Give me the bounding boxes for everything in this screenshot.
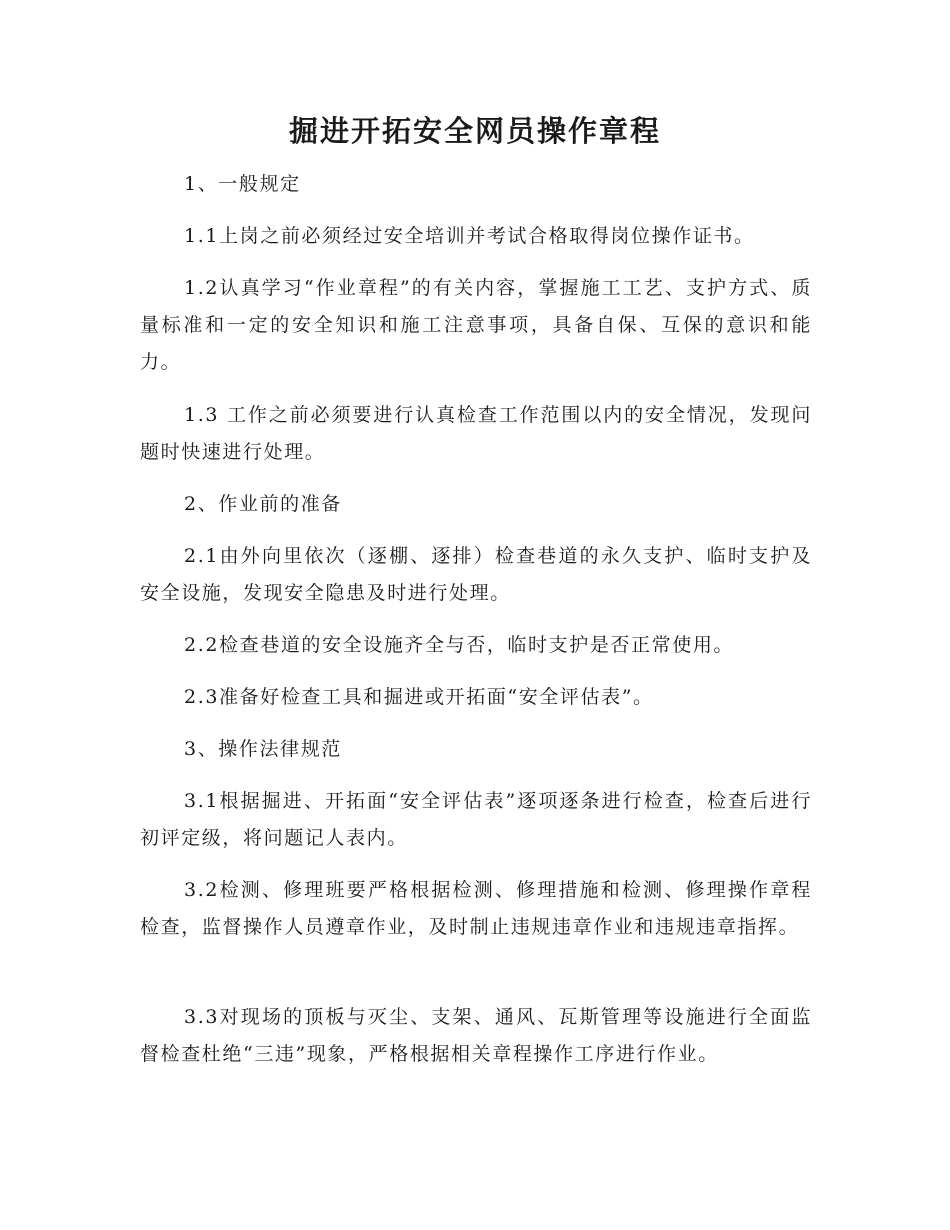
paragraph-2-1: 2.1由外向里依次（逐棚、逐排）检查巷道的永久支护、临时支护及安全设施，发现安全隐患及时进行处理。	[140, 545, 812, 604]
section-heading-2: 2、作业前的准备	[184, 493, 342, 515]
section-heading-3: 3、操作法律规范	[184, 738, 342, 760]
paragraph-3-3: 3.3对现场的顶板与灭尘、支架、通风、瓦斯管理等设施进行全面监督检查杜绝“三违”现象，严格根据相关章程操作工序进行作业。	[140, 1006, 812, 1065]
paragraph-1-3: 1.3 工作之前必须要进行认真检查工作范围以内的安全情况，发现问题时快速进行处理。	[140, 404, 812, 463]
paragraph-3-2: 3.2检测、修理班要严格根据检测、修理措施和检测、修理操作章程检查，监督操作人员遵章作业，及时制止违规违章作业和违规违章指挥。	[140, 879, 812, 938]
paragraph-2-3: 2.3准备好检查工具和掘进或开拓面“安全评估表”。	[184, 686, 654, 708]
paragraph-2-2: 2.2检查巷道的安全设施齐全与否，临时支护是否正常使用。	[184, 634, 735, 656]
section-heading-1: 1、一般规定	[184, 173, 301, 195]
document-title: 掘进开拓安全网员操作章程	[288, 114, 661, 148]
paragraph-1-2: 1.2认真学习“作业章程”的有关内容，掌握施工工艺、支护方式、质量标准和一定的安全知识和施工注意事项，具备自保、互保的意识和能力。	[140, 277, 812, 373]
paragraph-1-1: 1.1上岗之前必须经过安全培训并考试合格取得岗位操作证书。	[184, 225, 755, 247]
paragraph-3-1: 3.1根据掘进、开拓面“安全评估表”逐项逐条进行检查，检查后进行初评定级，将问题记人表内。	[140, 790, 812, 849]
